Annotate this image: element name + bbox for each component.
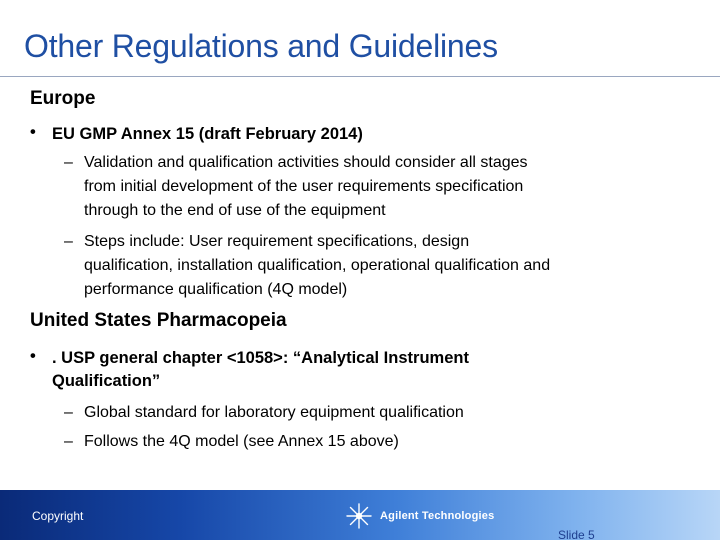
bullet-icon: • <box>30 347 36 365</box>
text-line: Follows the 4Q model (see Annex 15 above) <box>84 433 399 450</box>
bullet-icon: • <box>30 123 36 141</box>
sub-bullet-text <box>84 151 528 223</box>
copyright-text: Copyright <box>32 509 84 523</box>
text-line: Steps include: User requirement specifications, design <box>84 233 470 250</box>
section-heading-europe: Europe <box>30 88 96 109</box>
dash-icon: – <box>64 154 73 171</box>
text-line: qualification, installation qualification, operational qualification and <box>84 257 551 274</box>
footer-bar <box>0 490 720 540</box>
sub-bullet-text <box>84 401 464 425</box>
bullet-text: EU GMP Annex 15 (draft February 2014) <box>52 125 363 143</box>
text-line: Validation and qualification activities should consider all stages <box>84 154 528 171</box>
text-line: Qualification” <box>52 372 161 390</box>
sub-bullet-text <box>84 430 399 454</box>
title-divider <box>0 76 720 77</box>
text-line: through to the end of use of the equipment <box>84 202 386 219</box>
agilent-spark-icon <box>344 502 374 530</box>
dash-icon: – <box>64 233 73 250</box>
text-line: from initial development of the user requirements specification <box>84 178 524 195</box>
slide-title: Other Regulations and Guidelines <box>24 28 498 64</box>
dash-icon: – <box>64 404 73 421</box>
slide-number: Slide 5 <box>558 528 595 542</box>
sub-bullet-text <box>84 230 550 302</box>
text-line: Global standard for laboratory equipment qualification <box>84 404 464 421</box>
bullet-text <box>52 347 612 393</box>
section-heading-usp: United States Pharmacopeia <box>30 310 287 331</box>
dash-icon: – <box>64 433 73 450</box>
text-line: performance qualification (4Q model) <box>84 281 348 298</box>
text-line: . USP general chapter <1058>: “Analytical Instrument <box>52 349 469 367</box>
logo-wordmark: Agilent Technologies <box>380 510 495 522</box>
